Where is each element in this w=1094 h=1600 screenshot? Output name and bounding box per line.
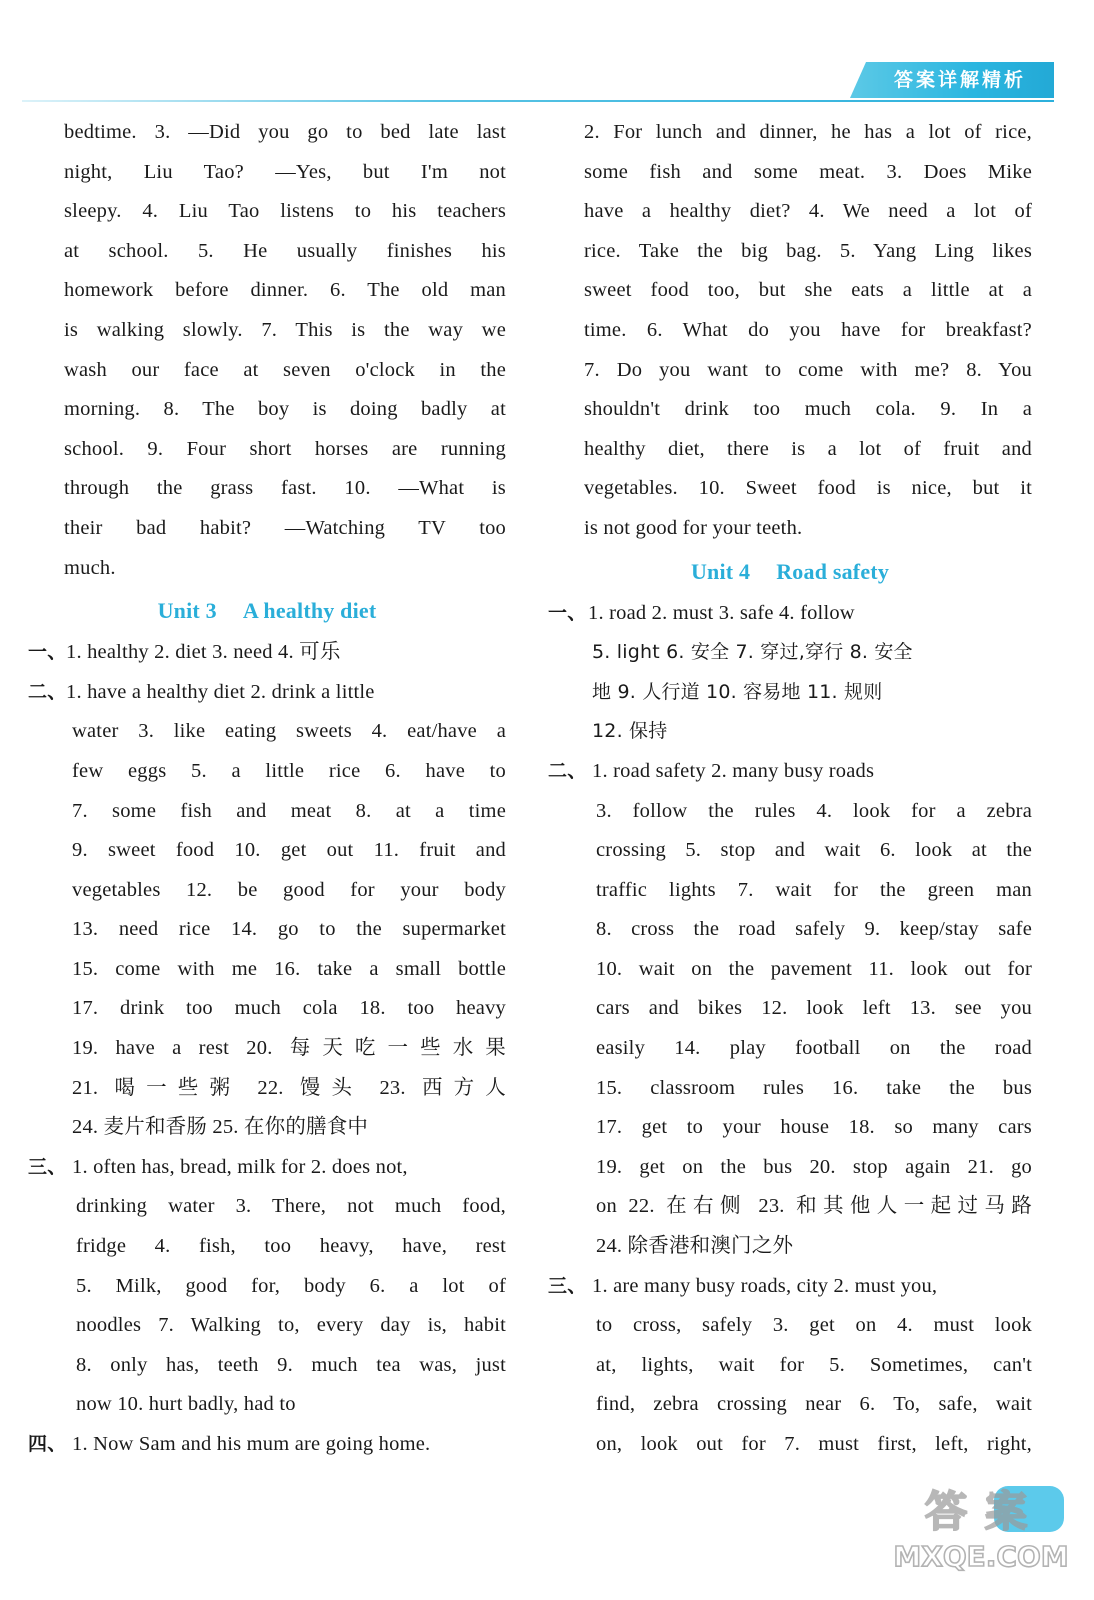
section-marker: 三、 (28, 1155, 67, 1178)
text-line: 8. only has, teeth 9. much tea was, just (76, 1353, 506, 1376)
text-line: 15. classroom rules 16. take the bus (596, 1076, 1032, 1099)
text-line: homework before dinner. 6. The old man (64, 279, 506, 302)
right-column (548, 113, 1032, 1465)
text-line: have a healthy diet? 4. We need a lot of (584, 200, 1032, 223)
text-line: is walking slowly. 7. This is the way we (64, 318, 506, 341)
text-line: 8. cross the road safely 9. keep/stay safe (596, 918, 1032, 941)
text-line: drinking water 3. There, not much food, (76, 1195, 506, 1218)
text-line: is not good for your teeth. (584, 516, 803, 539)
section-line (28, 633, 506, 673)
text-line: crossing 5. stop and wait 6. look at the (596, 839, 1032, 862)
text-line: to cross, safely 3. get on 4. must look (596, 1314, 1032, 1337)
text-line: 7. some fish and meat 8. at a time (72, 799, 506, 822)
text-line: 5. light 6. 安全 7. 穿过,穿行 8. 安全 (592, 641, 913, 664)
answer-text: 1. often has, bread, milk for 2. does not, (72, 1155, 408, 1178)
left-column (28, 113, 506, 1465)
section-line (28, 1148, 506, 1188)
section-line (28, 673, 506, 713)
text-line: healthy diet, there is a lot of fruit and (584, 437, 1032, 460)
header-title: 答案详解精析 (893, 69, 1026, 91)
text-line: at, lights, wait for 5. Sometimes, can't (596, 1353, 1032, 1376)
unit-heading (28, 588, 506, 633)
text-line: 2. For lunch and dinner, he has a lot of rice, (584, 121, 1032, 143)
text-line: cars and bikes 12. look left 13. see you (596, 997, 1032, 1020)
text-line: much. (64, 556, 116, 579)
answer-text: 1. road safety 2. many busy roads (592, 759, 875, 782)
text-line: school. 9. Four short horses are running (64, 437, 506, 460)
text-line: 13. need rice 14. go to the supermarket (72, 918, 506, 941)
answer-text: 1. road 2. must 3. safe 4. follow (588, 601, 855, 624)
text-line: water 3. like eating sweets 4. eat/have a (72, 720, 506, 743)
text-line: night, Liu Tao? —Yes, but I'm not (64, 160, 506, 183)
svg-text:案: 案 (984, 1487, 1028, 1536)
text-line: noodles 7. Walking to, every day is, habit (76, 1314, 506, 1337)
text-line: 19. have a rest 20. 每天吃一些水果 (72, 1037, 506, 1060)
unit-number: Unit 4 (690, 558, 751, 584)
text-line: vegetables 12. be good for your body (72, 878, 506, 901)
text-line: now 10. hurt badly, had to (76, 1393, 296, 1416)
text-line: 地 9. 人行道 10. 容易地 11. 规则 (592, 680, 883, 703)
section-marker: 一、 (28, 641, 67, 664)
text-line: their bad habit? —Watching TV too (64, 516, 506, 539)
unit-title: A healthy diet (242, 598, 377, 624)
text-line: vegetables. 10. Sweet food is nice, but it (584, 477, 1032, 500)
unit-number: Unit 3 (157, 598, 217, 624)
unit-heading (548, 549, 1032, 594)
text-line: 15. come with me 16. take a small bottle (72, 957, 506, 980)
text-line: time. 6. What do you have for breakfast? (584, 318, 1032, 341)
text-line: rice. Take the big bag. 5. Yang Ling likes (584, 239, 1032, 262)
section-marker: 四、 (28, 1433, 67, 1455)
section-line (28, 1425, 506, 1465)
text-line: 10. wait on the pavement 11. look out for (596, 957, 1032, 980)
text-line: 9. sweet food 10. get out 11. fruit and (72, 839, 506, 862)
text-line: traffic lights 7. wait for the green man (596, 878, 1032, 901)
text-line: 21. 喝一些粥 22. 馒头 23. 西方人 (72, 1076, 506, 1099)
answer-text: 1. are many busy roads, city 2. must you, (592, 1274, 938, 1297)
answer-text: 1. Now Sam and his mum are going home. (72, 1433, 431, 1455)
text-line: fridge 4. fish, too heavy, have, rest (76, 1235, 506, 1258)
text-line: 17. drink too much cola 18. too heavy (72, 997, 506, 1020)
text-line: sweet food too, but she eats a little at a (584, 279, 1032, 302)
text-line: 3. follow the rules 4. look for a zebra (596, 799, 1032, 822)
answer-text: 1. have a healthy diet 2. drink a little (66, 680, 375, 703)
text-line: find, zebra crossing near 6. To, safe, wait (596, 1393, 1032, 1416)
watermark-logo (886, 1468, 1076, 1578)
section-line (548, 594, 1032, 634)
text-line: bedtime. 3. —Did you go to bed late last (64, 121, 506, 143)
text-line: on, look out for 7. must first, left, right, (596, 1433, 1032, 1455)
text-line: sleepy. 4. Liu Tao listens to his teachers (64, 200, 506, 223)
section-marker: 二、 (28, 680, 67, 703)
text-line: easily 14. play football on the road (596, 1037, 1032, 1060)
text-line: some fish and some meat. 3. Does Mike (584, 160, 1032, 183)
text-line: morning. 8. The boy is doing badly at (64, 398, 506, 421)
text-line: 7. Do you want to come with me? 8. You (584, 358, 1032, 381)
text-line: 5. Milk, good for, body 6. a lot of (76, 1274, 506, 1297)
text-line: on 22. 在右侧 23. 和其他人一起过马路 (596, 1195, 1032, 1218)
unit-title: Road safety (776, 558, 890, 584)
text-line: 17. get to your house 18. so many cars (596, 1116, 1032, 1139)
text-line: 24. 除香港和澳门之外 (596, 1235, 794, 1258)
section-marker: 一、 (548, 601, 587, 624)
svg-text:MXQE.COM: MXQE.COM (893, 1540, 1069, 1573)
header-divider (22, 100, 1054, 102)
text-line: at school. 5. He usually finishes his (64, 239, 506, 262)
text-line: shouldn't drink too much cola. 9. In a (584, 398, 1032, 421)
text-line: few eggs 5. a little rice 6. have to (72, 759, 506, 782)
text-line: 24. 麦片和香肠 25. 在你的膳食中 (72, 1116, 369, 1139)
svg-text:答: 答 (924, 1487, 968, 1536)
text-line: 12. 保持 (592, 720, 668, 743)
section-line (548, 1267, 1032, 1307)
section-line (548, 752, 1032, 792)
section-marker: 二、 (548, 759, 587, 782)
text-line: 19. get on the bus 20. stop again 21. go (596, 1155, 1032, 1178)
text-line: through the grass fast. 10. —What is (64, 477, 506, 500)
answer-text: 1. healthy 2. diet 3. need 4. 可乐 (66, 641, 341, 664)
section-marker: 三、 (548, 1274, 587, 1297)
text-line: wash our face at seven o'clock in the (64, 358, 506, 381)
